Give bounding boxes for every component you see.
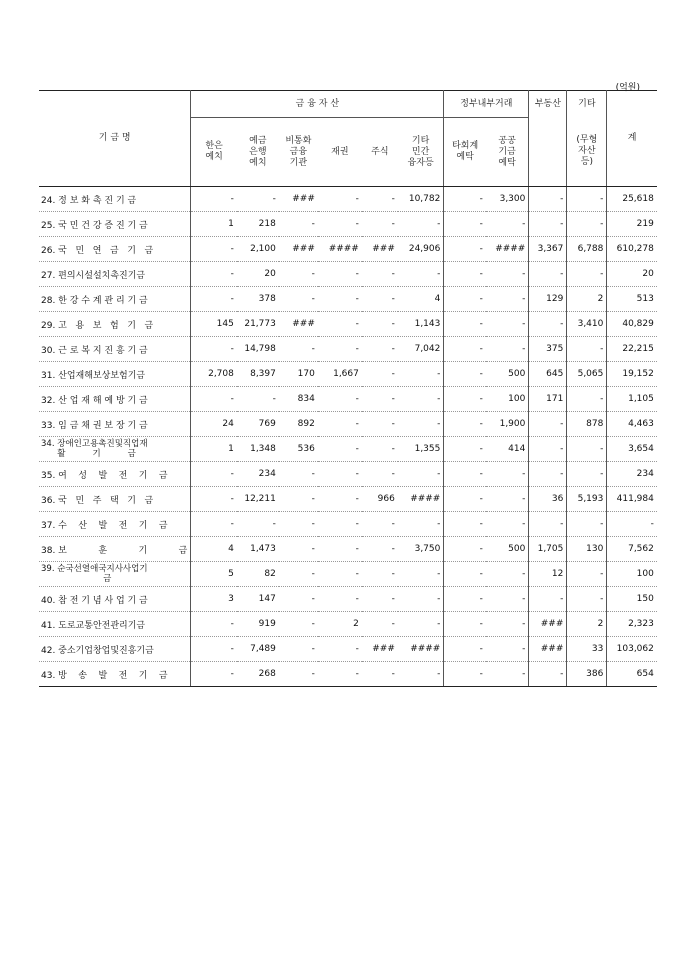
table-row [39,187,657,212]
value-cell: - [191,387,237,412]
value-cell: - [398,562,444,587]
value-cell: - [191,237,237,262]
value-cell: - [398,262,444,287]
header-other: 기타 [567,91,607,118]
value-cell: - [191,512,237,537]
value-cell: - [444,512,486,537]
value-cell: - [567,387,607,412]
value-cell: - [191,487,237,512]
value-cell: - [191,337,237,362]
value-cell: - [486,212,529,237]
value-cell: - [398,662,444,687]
table-row [39,287,657,312]
value-cell: - [567,337,607,362]
value-cell: - [191,287,237,312]
value-cell: 25,618 [607,187,657,212]
value-cell: 5,193 [567,487,607,512]
value-cell: #### [486,237,529,262]
value-cell: ### [362,637,398,662]
value-cell: - [486,587,529,612]
value-cell: 170 [279,362,318,387]
table-row [39,212,657,237]
value-cell: - [279,262,318,287]
header-sub-other-account: 타회계 예탁 [444,118,486,187]
value-cell: - [318,562,362,587]
header-sub-bank-deposit: 예금 은행 예치 [237,118,279,187]
value-cell: - [398,362,444,387]
value-cell: - [318,412,362,437]
value-cell: - [362,537,398,562]
value-cell: - [529,437,567,462]
value-cell: 171 [529,387,567,412]
header-financial-assets: 금 융 자 산 [191,91,444,118]
table-body [39,187,657,687]
value-cell: ### [279,237,318,262]
value-cell: 1,143 [398,312,444,337]
value-cell: ### [279,312,318,337]
value-cell: - [279,462,318,487]
fund-name-cell: 30. 근 로 복 지 진 흥 기 금 [39,337,191,362]
value-cell: - [444,387,486,412]
table-row [39,462,657,487]
value-cell: - [279,287,318,312]
value-cell: 3,654 [607,437,657,462]
fund-name-cell: 29. 고 용 보 험 기 금 [39,312,191,337]
value-cell: 20 [237,262,279,287]
value-cell: 7,562 [607,537,657,562]
value-cell: - [362,562,398,587]
value-cell: - [362,212,398,237]
value-cell: 386 [567,662,607,687]
value-cell: - [362,187,398,212]
value-cell: - [362,462,398,487]
value-cell: 1 [191,437,237,462]
value-cell: 130 [567,537,607,562]
fund-name-cell: 34. 장애인고용촉진및직업재 활 기 금 [39,437,191,462]
value-cell: 14,798 [237,337,279,362]
value-cell: - [279,512,318,537]
value-cell: - [444,212,486,237]
value-cell: 411,984 [607,487,657,512]
value-cell: 610,278 [607,237,657,262]
table-row [39,562,657,587]
value-cell: 82 [237,562,279,587]
value-cell: - [444,562,486,587]
value-cell: - [486,637,529,662]
value-cell: 892 [279,412,318,437]
value-cell: - [486,512,529,537]
header-sub-stocks: 주식 [362,118,398,187]
value-cell: - [362,362,398,387]
value-cell: - [486,612,529,637]
table-row [39,387,657,412]
table-row [39,412,657,437]
value-cell: 20 [607,262,657,287]
value-cell: - [486,287,529,312]
value-cell: - [444,437,486,462]
value-cell: - [444,362,486,387]
fund-name-cell: 40. 참 전 기 념 사 업 기 금 [39,587,191,612]
value-cell: 1,348 [237,437,279,462]
value-cell: 100 [486,387,529,412]
value-cell: - [567,187,607,212]
header-sub-private-loans: 기타 민간 융자등 [398,118,444,187]
value-cell: - [318,312,362,337]
header-internal-transactions: 정부내부거래 [444,91,529,118]
value-cell: - [318,662,362,687]
value-cell: - [318,462,362,487]
value-cell: 4,463 [607,412,657,437]
value-cell: 2 [567,287,607,312]
value-cell: 414 [486,437,529,462]
value-cell: 769 [237,412,279,437]
value-cell: - [362,312,398,337]
value-cell: - [318,337,362,362]
value-cell: 147 [237,587,279,612]
value-cell: 33 [567,637,607,662]
fund-name-cell: 24. 정 보 화 촉 진 기 금 [39,187,191,212]
value-cell: - [191,612,237,637]
table-row [39,337,657,362]
value-cell: - [362,437,398,462]
value-cell: 2 [318,612,362,637]
value-cell: ### [529,612,567,637]
value-cell: 36 [529,487,567,512]
table-row [39,437,657,462]
value-cell: - [529,412,567,437]
value-cell: 2,708 [191,362,237,387]
value-cell: - [529,662,567,687]
value-cell: - [318,587,362,612]
value-cell: 21,773 [237,312,279,337]
value-cell: ### [529,637,567,662]
value-cell: - [444,312,486,337]
value-cell: - [318,637,362,662]
value-cell: - [444,587,486,612]
value-cell: - [486,562,529,587]
value-cell: - [362,262,398,287]
value-cell: - [444,237,486,262]
value-cell: 7,042 [398,337,444,362]
fund-name-cell: 35. 여 성 발 전 기 금 [39,462,191,487]
value-cell: - [398,412,444,437]
fund-name-cell: 41. 도로교통안전관리기금 [39,612,191,637]
value-cell: - [486,262,529,287]
value-cell: - [191,262,237,287]
value-cell: 1,473 [237,537,279,562]
value-cell: - [398,212,444,237]
value-cell: - [362,412,398,437]
value-cell: - [529,587,567,612]
value-cell: - [567,587,607,612]
value-cell: - [398,512,444,537]
value-cell: - [398,612,444,637]
value-cell: 19,152 [607,362,657,387]
value-cell: - [279,537,318,562]
value-cell: - [191,637,237,662]
value-cell: - [362,587,398,612]
fund-name-cell: 42. 중소기업창업및진흥기금 [39,637,191,662]
value-cell: 654 [607,662,657,687]
value-cell: 1,705 [529,537,567,562]
header-fund-name: 기 금 명 [39,91,191,187]
fund-name-cell: 25. 국 민 건 강 증 진 기 금 [39,212,191,237]
value-cell: 24 [191,412,237,437]
value-cell: #### [398,487,444,512]
value-cell: 4 [398,287,444,312]
value-cell: - [486,337,529,362]
value-cell: 40,829 [607,312,657,337]
value-cell: - [318,487,362,512]
value-cell: - [318,437,362,462]
value-cell: - [444,462,486,487]
value-cell: 129 [529,287,567,312]
value-cell: 10,782 [398,187,444,212]
value-cell: 3,410 [567,312,607,337]
value-cell: - [607,512,657,537]
value-cell: - [318,262,362,287]
value-cell: - [191,187,237,212]
value-cell: - [362,612,398,637]
value-cell: 218 [237,212,279,237]
fund-name-cell: 32. 산 업 재 해 예 방 기 금 [39,387,191,412]
value-cell: - [567,437,607,462]
value-cell: 1,105 [607,387,657,412]
value-cell: 12,211 [237,487,279,512]
value-cell: 3,300 [486,187,529,212]
table-row [39,512,657,537]
value-cell: 1,355 [398,437,444,462]
value-cell: 103,062 [607,637,657,662]
value-cell: - [398,462,444,487]
value-cell: - [486,487,529,512]
value-cell: 12 [529,562,567,587]
header-sub-nonmonetary: 비통화 금융 기관 [279,118,318,187]
value-cell: 3,750 [398,537,444,562]
value-cell: 536 [279,437,318,462]
value-cell: - [444,487,486,512]
value-cell: - [279,612,318,637]
table-row [39,587,657,612]
value-cell: - [486,312,529,337]
value-cell: 234 [237,462,279,487]
value-cell: 100 [607,562,657,587]
table-row [39,662,657,687]
fund-name-cell: 43. 방 송 발 전 기 금 [39,662,191,687]
value-cell: 4 [191,537,237,562]
value-cell: - [279,587,318,612]
value-cell: - [362,662,398,687]
table-row [39,262,657,287]
value-cell: - [318,387,362,412]
value-cell: 1,667 [318,362,362,387]
value-cell: - [567,212,607,237]
value-cell: - [567,512,607,537]
value-cell: - [398,587,444,612]
fund-name-cell: 31. 산업재해보상보험기금 [39,362,191,387]
value-cell: - [529,262,567,287]
table-row [39,612,657,637]
value-cell: - [191,462,237,487]
value-cell: 5 [191,562,237,587]
value-cell: - [529,512,567,537]
fund-name-cell: 36. 국 민 주 택 기 금 [39,487,191,512]
value-cell: 500 [486,362,529,387]
value-cell: - [444,187,486,212]
value-cell: - [486,462,529,487]
value-cell: 5,065 [567,362,607,387]
fund-name-cell: 26. 국 민 연 금 기 금 [39,237,191,262]
value-cell: 7,489 [237,637,279,662]
value-cell: - [362,337,398,362]
fund-name-cell: 27. 편의시설설치촉진기금 [39,262,191,287]
value-cell: - [567,262,607,287]
header-sub-bonds: 재권 [318,118,362,187]
value-cell: - [191,662,237,687]
header-sub-bok-deposit: 한은 예치 [191,118,237,187]
fund-name-cell: 38. 보 훈 기 금 [39,537,191,562]
value-cell: - [237,387,279,412]
value-cell: 1 [191,212,237,237]
header-row-top [39,91,657,118]
table-row [39,237,657,262]
value-cell: 645 [529,362,567,387]
value-cell: #### [398,637,444,662]
value-cell: 8,397 [237,362,279,387]
unit-label: (억원) [615,83,640,93]
value-cell: - [529,462,567,487]
value-cell: 22,215 [607,337,657,362]
value-cell: 268 [237,662,279,687]
value-cell: - [567,462,607,487]
value-cell: - [318,537,362,562]
value-cell: 150 [607,587,657,612]
value-cell: - [486,662,529,687]
value-cell: - [279,337,318,362]
value-cell: - [279,212,318,237]
value-cell: - [529,312,567,337]
value-cell: - [279,487,318,512]
value-cell: 513 [607,287,657,312]
value-cell: - [444,537,486,562]
header-real-estate: 부동산 [529,91,567,118]
value-cell: - [279,562,318,587]
value-cell: - [444,662,486,687]
header-total: 계 [607,91,657,187]
value-cell: #### [318,237,362,262]
header-sub-public-fund: 공공 기금 예탁 [486,118,529,187]
value-cell: - [237,187,279,212]
value-cell: - [529,212,567,237]
value-cell: - [279,662,318,687]
table-row [39,362,657,387]
value-cell: - [318,512,362,537]
value-cell: - [318,287,362,312]
value-cell: 919 [237,612,279,637]
table-row [39,637,657,662]
value-cell: - [567,562,607,587]
value-cell: 234 [607,462,657,487]
value-cell: 3,367 [529,237,567,262]
value-cell: 24,906 [398,237,444,262]
value-cell: - [444,637,486,662]
fund-name-cell: 33. 임 금 채 권 보 장 기 금 [39,412,191,437]
value-cell: 219 [607,212,657,237]
table-row [39,487,657,512]
value-cell: - [398,387,444,412]
value-cell: - [318,212,362,237]
value-cell: - [362,287,398,312]
value-cell: 834 [279,387,318,412]
fund-name-cell: 39. 순국선열애국지사사업기 금 [39,562,191,587]
value-cell: ### [362,237,398,262]
header-sub-real-estate-blank [529,118,567,187]
table-row [39,312,657,337]
value-cell: - [279,637,318,662]
value-cell: - [362,512,398,537]
value-cell: 500 [486,537,529,562]
value-cell: - [237,512,279,537]
value-cell: 966 [362,487,398,512]
value-cell: - [444,262,486,287]
value-cell: 378 [237,287,279,312]
value-cell: - [318,187,362,212]
value-cell: 2,100 [237,237,279,262]
fund-name-cell: 28. 한 강 수 계 관 리 기 금 [39,287,191,312]
value-cell: 145 [191,312,237,337]
value-cell: - [444,337,486,362]
fund-assets-table [39,90,657,687]
value-cell: 375 [529,337,567,362]
value-cell: 6,788 [567,237,607,262]
value-cell: 2 [567,612,607,637]
value-cell: - [362,387,398,412]
fund-name-cell: 37. 수 산 발 전 기 금 [39,512,191,537]
value-cell: - [529,187,567,212]
value-cell: - [444,287,486,312]
value-cell: ### [279,187,318,212]
table-row [39,537,657,562]
value-cell: 878 [567,412,607,437]
value-cell: 1,900 [486,412,529,437]
value-cell: - [444,612,486,637]
value-cell: - [444,412,486,437]
header-sub-intangible: (무형 자산 등) [567,118,607,187]
value-cell: 3 [191,587,237,612]
value-cell: 2,323 [607,612,657,637]
